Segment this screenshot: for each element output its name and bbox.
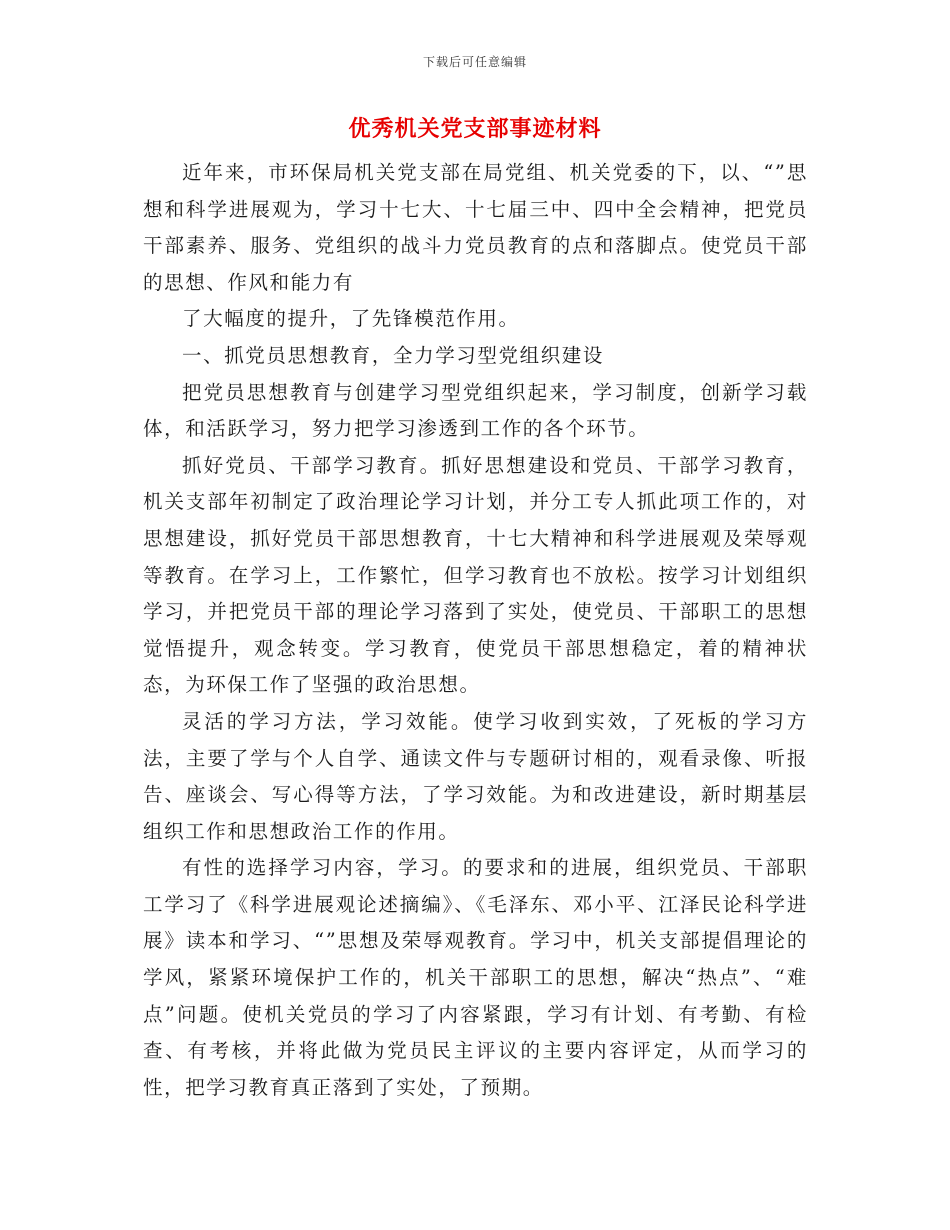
header-note: 下载后可任意编辑 (422, 55, 527, 69)
section-heading-1: 一、抓党员思想教育，全力学习型党组织建设 (182, 343, 605, 367)
paragraph-study-methods: 灵活的学习方法，学习效能。使学习收到实效，了死板的学习方法，主要了学与个人自学、通读文件与专题研讨相的，观看录像、听报告、座谈会、写心得等方法，了学习效能。为和改进建设，新时期基层组织工作和思想政治工作的作用。 (143, 709, 808, 843)
paragraph-study-content: 有性的选择学习内容，学习。的要求和的进展，组织党员、干部职工学习了《科学进展观论述摘编》、《毛泽东、邓小平、江泽民论科学进展》读本和学习、“”思想及荣辱观教育。学习中，机关支部提倡理论的学风，紧紧环境保护工作的，机关干部职工的思想，解决“热点”、“难点”问题。使机关党员的学习了内容紧跟，学习有计划、有考勤、有检查、有考核，并将此做为党员民主评议的主要内容评定，从而学习的性，把学习教育真正落到了实处，了预期。 (143, 856, 808, 1099)
paragraph-intro: 近年来，市环保局机关党支部在局党组、机关党委的下，以、“”思想和科学进展观为，学习十七大、十七届三中、四中全会精神，把党员干部素养、服务、党组织的战斗力党员教育的点和落脚点。使党员干部的思想、作风和能力有 (143, 161, 808, 294)
paragraph-intro-continued: 了大幅度的提升，了先锋模范作用。 (182, 307, 520, 331)
paragraph-section-1-summary: 把党员思想教育与创建学习型党组织起来，学习制度，创新学习载体，和活跃学习，努力把学习渗透到工作的各个环节。 (143, 380, 808, 441)
paragraph-study-education: 抓好党员、干部学习教育。抓好思想建设和党员、干部学习教育，机关支部年初制定了政治理论学习计划，并分工专人抓此项工作的，对思想建设，抓好党员干部思想教育，十七大精神和科学进展观及荣辱观等教育。在学习上，工作繁忙，但学习教育也不放松。按学习计划组织学习，并把党员干部的理论学习落到了实处，使党员、干部职工的思想觉悟提升，观念转变。学习教育，使党员干部思想稳定，着的精神状态，为环保工作了坚强的政治思想。 (143, 453, 808, 697)
document-body (143, 155, 808, 1106)
document-title: 优秀机关党支部事迹材料 (348, 116, 602, 142)
